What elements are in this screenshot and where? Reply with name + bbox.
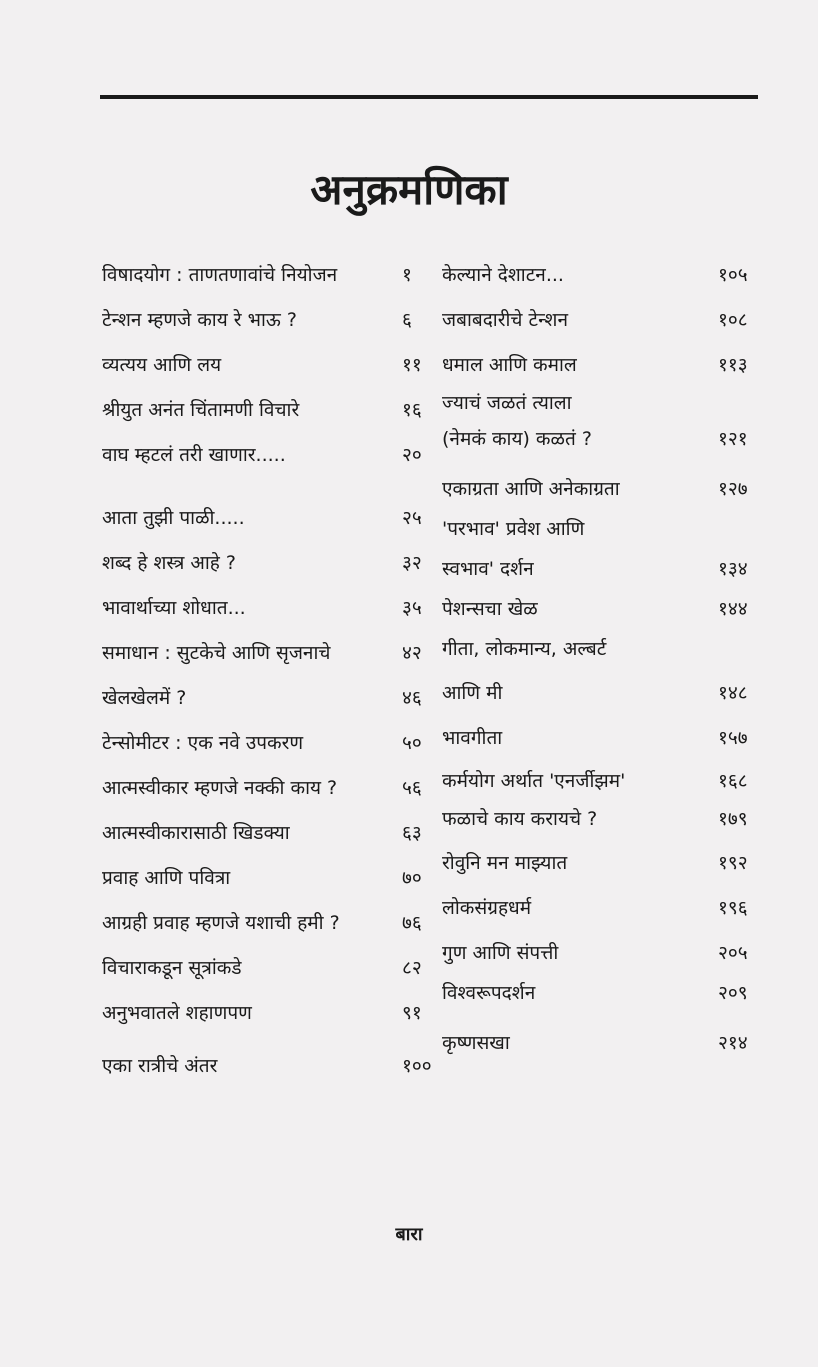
- toc-entry-title: शब्द हे शस्त्र आहे ?: [102, 552, 236, 574]
- toc-entry-page: २५: [402, 507, 422, 529]
- toc-entry-page: ३५: [402, 597, 422, 619]
- toc-entry-page: १२१: [718, 428, 748, 450]
- toc-entry-title: पेशन्सचा खेळ: [442, 598, 538, 620]
- toc-entry-title: भावार्थाच्या शोधात...: [102, 597, 246, 619]
- toc-entry-page: ६: [402, 309, 412, 331]
- toc-entry-page: ७०: [402, 867, 422, 889]
- toc-entry-title: गीता, लोकमान्य, अल्बर्ट: [442, 638, 607, 660]
- top-rule: [100, 95, 758, 99]
- toc-entry-title: समाधान : सुटकेचे आणि सृजनाचे: [102, 642, 331, 664]
- toc-entry-page: १०८: [718, 309, 748, 331]
- toc-entry-title: आत्मस्वीकार म्हणजे नक्की काय ?: [102, 777, 338, 799]
- toc-entry-title: (नेमकं काय) कळतं ?: [442, 428, 592, 450]
- toc-entry-page: २०: [402, 444, 422, 466]
- toc-entry-title: स्वभाव' दर्शन: [442, 558, 534, 580]
- toc-entry-page: २०९: [718, 982, 748, 1004]
- page-title: अनुक्रमणिका: [310, 165, 508, 214]
- toc-entry-title: व्यत्यय आणि लय: [102, 354, 222, 376]
- toc-entry-title: विचाराकडून सूत्रांकडे: [102, 957, 242, 979]
- toc-entry-page: ११३: [718, 354, 748, 376]
- toc-entry-page: १९२: [718, 852, 748, 874]
- toc-entry-title: लोकसंग्रहधर्म: [442, 897, 532, 919]
- toc-entry-title: एका रात्रीचे अंतर: [102, 1055, 218, 1077]
- toc-entry-title: गुण आणि संपत्ती: [442, 942, 559, 964]
- toc-entry-title: अनुभवातले शहाणपण: [102, 1002, 252, 1024]
- toc-entry-title: खेलखेलमें ?: [102, 687, 187, 709]
- toc-entry-page: १३४: [718, 558, 748, 580]
- toc-entry-page: ५०: [402, 732, 422, 754]
- toc-entry-page: १००: [402, 1055, 432, 1077]
- toc-entry-page: १०५: [718, 264, 748, 286]
- toc-entry-page: ७६: [402, 912, 422, 934]
- toc-entry-title: आग्रही प्रवाह म्हणजे यशाची हमी ?: [102, 912, 340, 934]
- toc-entry-title: प्रवाह आणि पवित्रा: [102, 867, 231, 889]
- toc-entry-title: आत्मस्वीकारासाठी खिडक्या: [102, 822, 290, 844]
- toc-entry-page: ९१: [402, 1002, 422, 1024]
- toc-entry-title: आता तुझी पाळी.....: [102, 507, 245, 529]
- toc-entry-title: वाघ म्हटलं तरी खाणार.....: [102, 444, 286, 466]
- toc-entry-title: फळाचे काय करायचे ?: [442, 808, 598, 830]
- toc-entry-page: १६८: [718, 770, 748, 792]
- toc-entry-page: १७९: [718, 808, 748, 830]
- toc-entry-page: १४८: [718, 682, 748, 704]
- toc-entry-page: २१४: [718, 1032, 748, 1054]
- toc-entry-page: ३२: [402, 552, 422, 574]
- toc-entry-page: १९६: [718, 897, 748, 919]
- toc-entry-title: ज्याचं जळतं त्याला: [442, 392, 572, 414]
- toc-entry-title: विषादयोग : ताणतणावांचे नियोजन: [102, 264, 338, 286]
- toc-entry-page: १६: [402, 399, 422, 421]
- toc-entry-page: ४२: [402, 642, 422, 664]
- toc-entry-title: जबाबदारीचे टेन्शन: [442, 309, 568, 331]
- toc-entry-page: १: [402, 264, 412, 286]
- toc-entry-page: ११: [402, 354, 422, 376]
- toc-entry-title: एकाग्रता आणि अनेकाग्रता: [442, 478, 620, 500]
- toc-entry-title: विश्वरूपदर्शन: [442, 982, 536, 1004]
- toc-entry-title: रोवुनि मन माझ्यात: [442, 852, 568, 874]
- toc-entry-title: भावगीता: [442, 727, 503, 749]
- toc-entry-title: कर्मयोग अर्थात 'एनर्जीझम': [442, 770, 626, 792]
- toc-entry-title: आणि मी: [442, 682, 503, 704]
- toc-entry-page: ४६: [402, 687, 422, 709]
- toc-entry-page: १४४: [718, 598, 748, 620]
- toc-entry-page: १५७: [718, 727, 748, 749]
- toc-entry-page: ६३: [402, 822, 422, 844]
- toc-entry-title: 'परभाव' प्रवेश आणि: [442, 518, 585, 540]
- toc-entry-title: श्रीयुत अनंत चिंतामणी विचारे: [102, 399, 300, 421]
- toc-entry-title: धमाल आणि कमाल: [442, 354, 577, 376]
- toc-entry-page: २०५: [718, 942, 748, 964]
- toc-entry-page: १२७: [718, 478, 748, 500]
- toc-entry-title: कृष्णसखा: [442, 1032, 510, 1054]
- toc-entry-title: टेन्शन म्हणजे काय रे भाऊ ?: [102, 309, 297, 331]
- toc-entry-title: केल्याने देशाटन...: [442, 264, 564, 286]
- toc-entry-title: टेन्सोमीटर : एक नवे उपकरण: [102, 732, 304, 754]
- page-number-footer: बारा: [395, 1224, 423, 1245]
- toc-entry-page: ५६: [402, 777, 422, 799]
- toc-entry-page: ८२: [402, 957, 422, 979]
